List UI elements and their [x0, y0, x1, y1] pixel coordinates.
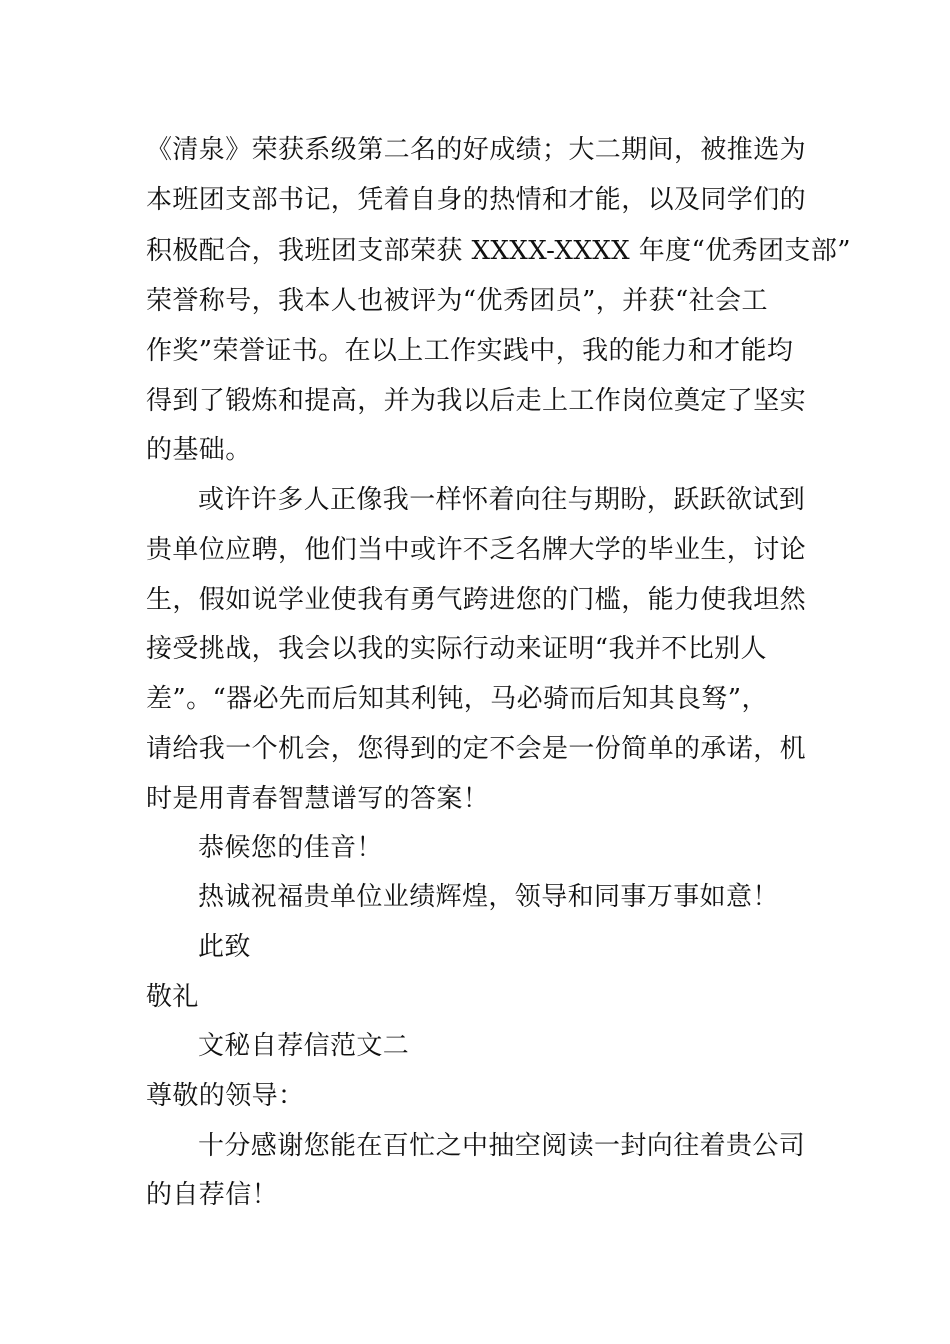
closing-line: 敬礼: [146, 982, 199, 1012]
paragraph-line: 得到了锻炼和提高，并为我以后走上工作岗位奠定了坚实: [146, 386, 807, 416]
paragraph-line: 的基础。: [146, 435, 252, 465]
paragraph-line: 生，假如说学业使我有勇气跨进您的门槛，能力使我坦然: [146, 585, 807, 615]
closing-line: 此致: [198, 932, 251, 962]
paragraph-line: 请给我一个机会，您得到的定不会是一份简单的承诺，机: [146, 734, 807, 764]
paragraph-line: 接受挑战，我会以我的实际行动来证明“我并不比别人: [146, 634, 767, 664]
paragraph-line: 贵单位应聘，他们当中或许不乏名牌大学的毕业生，讨论: [146, 535, 807, 565]
closing-line: 恭候您的佳音！: [198, 833, 383, 863]
paragraph-line: 本班团支部书记，凭着自身的热情和才能，以及同学们的: [146, 185, 807, 215]
paragraph-line: 或许许多人正像我一样怀着向往与期盼，跃跃欲试到: [198, 485, 806, 515]
paragraph-line: 时是用青春智慧谱写的答案！: [146, 784, 490, 814]
salutation: 尊敬的领导：: [146, 1081, 305, 1111]
closing-line: 热诚祝福贵单位业绩辉煌，领导和同事万事如意！: [198, 882, 779, 912]
section-heading: 文秘自荐信范文二: [198, 1031, 410, 1061]
paragraph-line: 积极配合，我班团支部荣获 XXXX-XXXX 年度“优秀团支部”: [146, 236, 851, 266]
paragraph-line: 作奖”荣誉证书。在以上工作实践中，我的能力和才能均: [146, 336, 794, 366]
paragraph-line: 荣誉称号，我本人也被评为“优秀团员”，并获“社会工: [146, 286, 768, 316]
paragraph-line: 十分感谢您能在百忙之中抽空阅读一封向往着贵公司: [198, 1131, 806, 1161]
paragraph-line: 《清泉》荣获系级第二名的好成绩；大二期间，被推选为: [146, 135, 807, 165]
paragraph-line: 的自荐信！: [146, 1180, 279, 1210]
paragraph-line: 差”。“器必先而后知其利钝，马必骑而后知其良驽”，: [146, 684, 768, 714]
